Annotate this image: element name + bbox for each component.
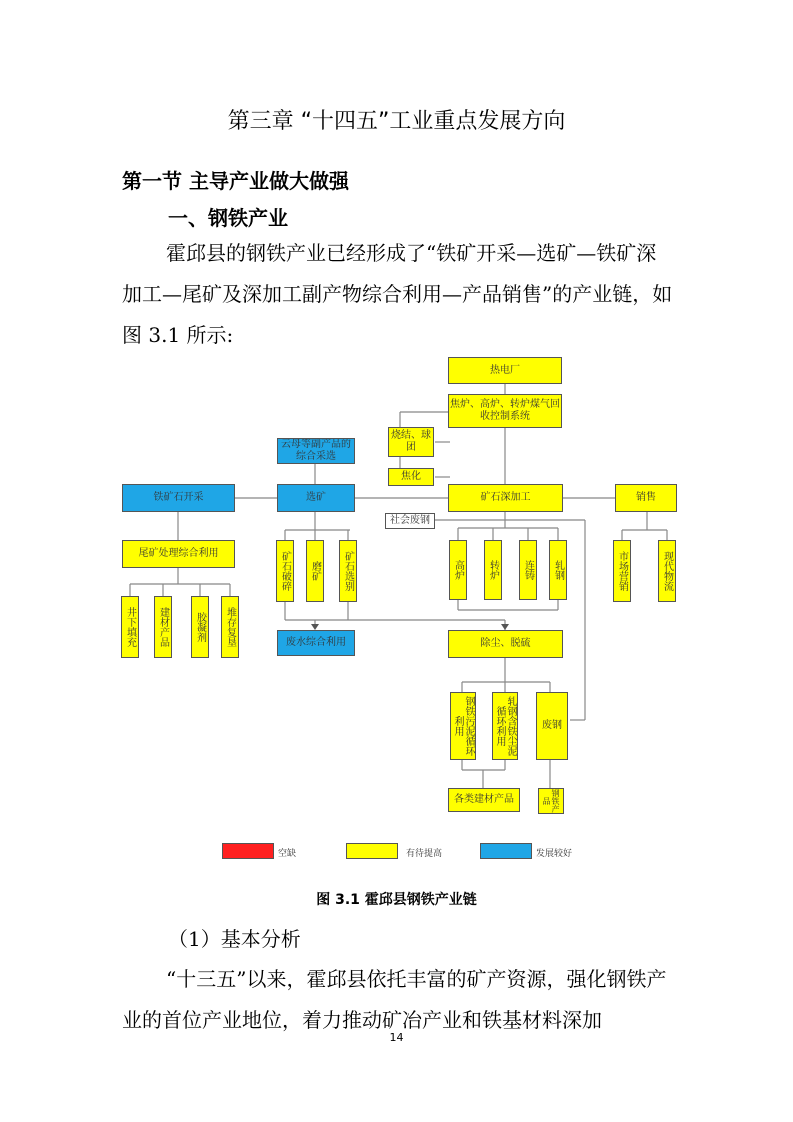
legend-missing-label: 空缺	[278, 849, 297, 859]
legend-to-improve-label: 有待提高	[406, 849, 443, 859]
modern-logistics-box: 现代物流	[658, 540, 676, 602]
legend-well-developed-label: 发展较好	[536, 849, 573, 859]
thermal-plant-box: 热电厂	[448, 357, 562, 384]
gas-recovery-box: 焦炉、高炉、转炉煤气回收控制系统	[448, 394, 562, 428]
sintering-box: 烧结、球团	[388, 427, 434, 457]
scrap-steel-box: 废钢	[536, 692, 568, 760]
rolling-dust-box: 轧钢含铁尘泥循环利用	[492, 692, 518, 760]
figure-caption: 图 3.1 霍邱县钢铁产业链	[316, 892, 477, 908]
grinding-box: 磨矿	[306, 540, 324, 602]
legend-well-developed-swatch	[480, 843, 532, 859]
casting-box: 连铸	[519, 540, 537, 600]
page-number: 14	[389, 1031, 404, 1044]
coking-box: 焦化	[388, 468, 434, 486]
rolling-box: 轧钢	[549, 540, 567, 600]
cementing-agent-box: 胶凝剂	[191, 596, 209, 658]
steel-products-box: 钢铁产品	[538, 788, 564, 814]
ore-crushing-box: 矿石破碎	[276, 540, 294, 602]
converter-box: 转炉	[484, 540, 502, 600]
legend-missing-swatch	[222, 843, 274, 859]
intro-paragraph-text: 霍邱县的钢铁产业已经形成了“铁矿开采—选矿—铁矿深加工—尾矿及深加工副产物综合利用—产品销售”的产业链，如图 3.1 所示:	[122, 241, 673, 347]
sales-box: 销售	[615, 484, 677, 512]
intro-paragraph	[122, 233, 674, 356]
analysis-heading: （1）基本分析	[168, 927, 301, 951]
analysis-paragraph	[122, 959, 674, 1041]
wastewater-use-box: 废水综合利用	[277, 630, 355, 656]
ore-processing-box: 矿石深加工	[448, 484, 563, 512]
social-scrap-box: 社会废钢	[385, 513, 435, 529]
subsection-title: 一、钢铁产业	[168, 206, 288, 230]
ore-sorting-box: 矿石选别	[339, 540, 357, 602]
section-title: 第一节 主导产业做大做强	[122, 169, 349, 193]
steel-sludge-box: 钢铁污泥循环利用	[450, 692, 476, 760]
beneficiation-box: 选矿	[277, 484, 355, 512]
legend-to-improve-swatch	[346, 843, 398, 859]
building-materials-box: 各类建材产品	[448, 788, 520, 812]
stockpile-reclaim-box: 堆存复垦	[221, 596, 239, 658]
steel-industry-chain-diagram	[110, 352, 690, 872]
iron-mining-box: 铁矿石开采	[122, 484, 235, 512]
building-products-box: 建材产品	[154, 596, 172, 658]
chapter-title: 第三章 “十四五”工业重点发展方向	[227, 109, 566, 134]
analysis-paragraph-text: “十三五”以来，霍邱县依托丰富的矿产资源，强化钢铁产业的首位产业地位，着力推动矿冶产业和铁基材料深加	[122, 967, 667, 1032]
mica-byproducts-box: 云母等副产品的综合采选	[277, 438, 355, 464]
market-sales-box: 市场营销	[613, 540, 631, 602]
tailings-use-box: 尾矿处理综合利用	[122, 540, 235, 568]
blast-furnace-box: 高炉	[449, 540, 467, 600]
underground-fill-box: 井下填充	[121, 596, 139, 658]
dust-desulfur-box: 除尘、脱硫	[448, 630, 563, 658]
